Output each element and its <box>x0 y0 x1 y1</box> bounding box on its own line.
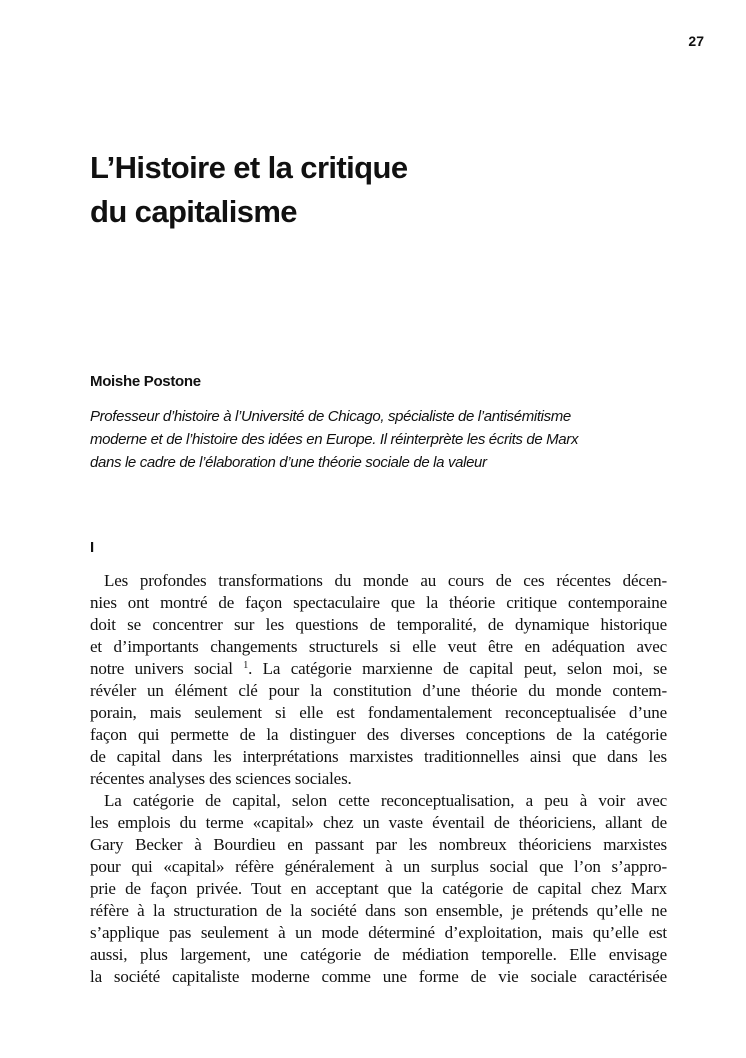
author-bio <box>90 405 670 474</box>
text-line: les emplois du terme «capital» chez un vaste éventail de théoriciens, allant de <box>90 813 667 832</box>
section-heading: I <box>90 539 95 556</box>
text-fragment: notre univers social <box>90 659 233 678</box>
page-number: 27 <box>688 33 704 49</box>
text-line: porain, mais seulement si elle est fondamentalement reconceptualisée d’une <box>90 703 667 722</box>
text-line: Gary Becker à Bourdieu en passant par les nombreux théoriciens marxistes <box>90 835 667 854</box>
author-name: Moishe Postone <box>90 373 201 390</box>
text-line: de capital dans les interprétations marxistes traditionnelles ainsi que dans les <box>90 747 667 766</box>
bio-line: dans le cadre de l’élaboration d’une théorie sociale de la valeur <box>90 454 487 471</box>
text-line: et d’importants changements structurels si elle veut être en adéquation avec <box>90 637 667 656</box>
text-line: aussi, plus largement, une catégorie de médiation temporelle. Elle envisage <box>90 945 667 964</box>
text-line: façon qui permette de la distinguer des diverses conceptions de la catégorie <box>90 725 667 744</box>
text-line: La catégorie de capital, selon cette reconceptualisation, a peu à voir avec <box>104 791 667 810</box>
text-line: prie de façon privée. Tout en acceptant que la catégorie de capital chez Marx <box>90 879 667 898</box>
article-title <box>90 146 690 234</box>
footnote-ref[interactable]: 1 <box>243 660 249 671</box>
bio-line: Professeur d’histoire à l’Université de Chicago, spécialiste de l’antisémitisme <box>90 408 571 425</box>
text-line: pour qui «capital» réfère généralement à un surplus social que l’on s’appro- <box>90 857 667 876</box>
paragraph <box>90 570 667 790</box>
text-line: doit se concentrer sur les questions de temporalité, de dynamique historique <box>90 615 667 634</box>
title-line: L’Histoire et la critique <box>90 150 408 185</box>
text-line <box>90 658 667 680</box>
text-fragment: . La catégorie marxienne de capital peut, selon moi, se <box>248 659 667 678</box>
bio-line: moderne et de l’histoire des idées en Europe. Il réinterprète les écrits de Marx <box>90 431 579 448</box>
text-line: récentes analyses des sciences sociales. <box>90 769 352 788</box>
text-line: réfère à la structuration de la société dans son ensemble, je prétends qu’elle ne <box>90 901 667 920</box>
text-line: la société capitaliste moderne comme une forme de vie sociale caractérisée <box>90 967 667 986</box>
body-text <box>90 570 667 988</box>
text-line: nies ont montré de façon spectaculaire que la théorie critique contemporaine <box>90 593 667 612</box>
paragraph <box>90 790 667 988</box>
text-line: Les profondes transformations du monde au cours de ces récentes décen- <box>104 571 667 590</box>
text-line: s’applique pas seulement à un mode déterminé d’exploitation, mais qu’elle est <box>90 923 667 942</box>
text-line: révéler un élément clé pour la constitution d’une théorie du monde contem- <box>90 681 667 700</box>
title-line: du capitalisme <box>90 194 297 229</box>
